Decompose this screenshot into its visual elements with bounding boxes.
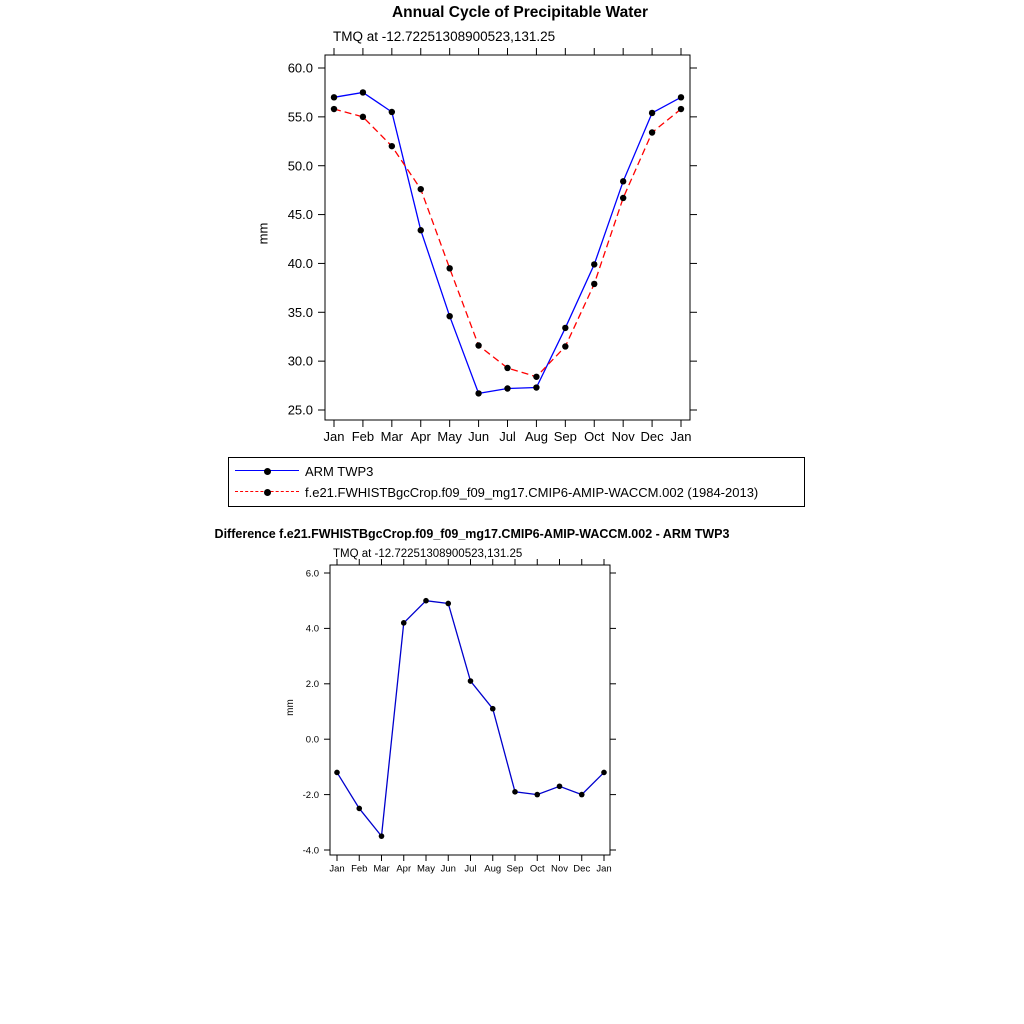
legend-label-arm: ARM TWP3 (305, 464, 374, 479)
main-chart-y-axis-label: mm (255, 222, 271, 245)
legend-line-sample-arm (235, 467, 299, 476)
svg-text:Nov: Nov (611, 429, 635, 444)
svg-text:45.0: 45.0 (287, 207, 313, 223)
svg-text:4.0: 4.0 (305, 623, 319, 635)
svg-text:Aug: Aug (524, 429, 548, 444)
svg-text:-4.0: -4.0 (302, 845, 319, 857)
svg-text:Dec: Dec (640, 429, 664, 444)
svg-text:Apr: Apr (410, 429, 431, 444)
legend-label-model: f.e21.FWHISTBgcCrop.f09_f09_mg17.CMIP6-AMIP-WACCM.002 (1984-2013) (305, 485, 759, 500)
svg-text:50.0: 50.0 (287, 158, 313, 174)
svg-text:Jun: Jun (440, 863, 456, 875)
svg-text:-2.0: -2.0 (302, 789, 319, 801)
difference-chart-canvas (0, 520, 1024, 900)
svg-text:Apr: Apr (396, 863, 412, 875)
svg-text:Dec: Dec (573, 863, 591, 875)
svg-text:6.0: 6.0 (305, 568, 319, 580)
svg-text:Feb: Feb (351, 429, 375, 444)
svg-text:Jan: Jan (596, 863, 612, 875)
svg-text:Jul: Jul (499, 429, 516, 444)
svg-text:Aug: Aug (484, 863, 502, 875)
legend-entry-arm-twp3 (235, 461, 798, 482)
svg-text:May: May (417, 863, 435, 875)
svg-text:0.0: 0.0 (305, 734, 319, 746)
legend-line-sample-model (235, 488, 299, 497)
legend (228, 457, 805, 507)
main-chart-title: Annual Cycle of Precipitable Water (391, 4, 649, 21)
svg-text:55.0: 55.0 (287, 109, 313, 125)
svg-text:60.0: 60.0 (287, 60, 313, 76)
svg-text:Mar: Mar (373, 863, 390, 875)
svg-text:Jun: Jun (468, 429, 490, 444)
svg-text:40.0: 40.0 (287, 255, 313, 271)
svg-text:35.0: 35.0 (287, 304, 313, 320)
main-chart-subtitle: TMQ at -12.72251308900523,131.25 (333, 29, 556, 44)
svg-text:Oct: Oct (529, 863, 545, 875)
legend-marker-dot (264, 468, 271, 475)
svg-text:Mar: Mar (380, 429, 404, 444)
difference-chart-title: Difference f.e21.FWHISTBgcCrop.f09_f09_mg17.CMIP6-AMIP-WACCM.002 - ARM TWP3 (214, 527, 730, 541)
svg-text:Sep: Sep (553, 429, 577, 444)
svg-text:25.0: 25.0 (287, 402, 313, 418)
difference-chart-y-axis-label: mm (284, 699, 296, 716)
svg-text:Nov: Nov (551, 863, 568, 875)
legend-marker-dot (264, 489, 271, 496)
annual-cycle-chart-canvas (0, 0, 1024, 465)
svg-text:Feb: Feb (351, 863, 368, 875)
svg-text:Jan: Jan (329, 863, 345, 875)
legend-entry-model (235, 482, 798, 503)
svg-text:Jan: Jan (323, 429, 345, 444)
svg-text:Oct: Oct (584, 429, 605, 444)
svg-text:2.0: 2.0 (305, 679, 319, 691)
svg-text:Sep: Sep (506, 863, 524, 875)
svg-text:Jan: Jan (670, 429, 692, 444)
svg-text:Jul: Jul (464, 863, 477, 875)
difference-chart-subtitle: TMQ at -12.72251308900523,131.25 (333, 548, 523, 560)
svg-text:30.0: 30.0 (287, 353, 313, 369)
svg-text:May: May (437, 429, 462, 444)
